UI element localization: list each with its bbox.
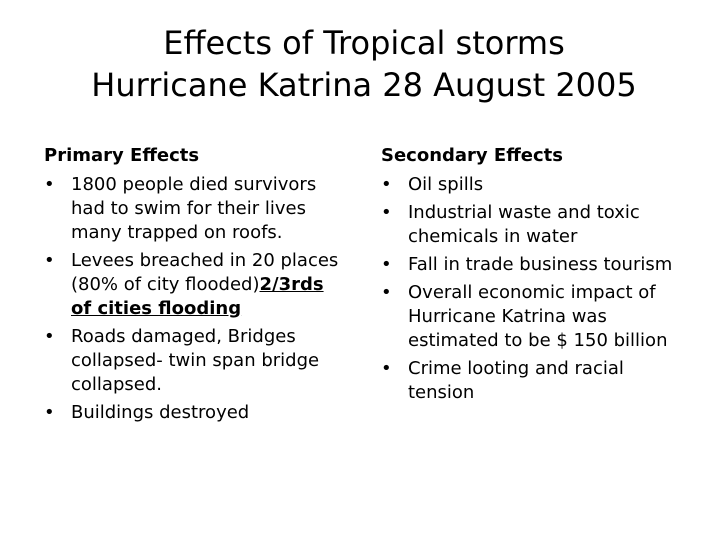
list-item: [381, 173, 691, 197]
list-item: [381, 253, 691, 277]
list-item: [44, 401, 344, 425]
bullet-icon: •: [381, 282, 392, 303]
list-item-text: Overall economic impact of Hurricane Katrina was estimated to be $ 150 billion: [408, 282, 668, 351]
list-item-text: Industrial waste and toxic chemicals in water: [408, 202, 640, 247]
bullet-icon: •: [381, 202, 392, 223]
bullet-icon: •: [44, 174, 55, 195]
title-line-1: Effects of Tropical storms: [163, 24, 565, 62]
list-item-text: Oil spills: [408, 174, 484, 195]
bullet-icon: •: [381, 174, 392, 195]
secondary-effects-column: [381, 144, 691, 409]
list-item-text: Crime looting and racial tension: [408, 358, 624, 403]
primary-effects-heading: Primary Effects: [44, 145, 200, 166]
list-item-text: 1800 people died survivors had to swim for their lives many trapped on roofs.: [71, 174, 317, 243]
list-item: [381, 281, 691, 353]
list-item-text: Levees breached in 20 places (80% of city flooded): [71, 250, 339, 295]
bullet-icon: •: [381, 358, 392, 379]
primary-effects-list: [44, 173, 344, 425]
list-item: [381, 357, 691, 405]
list-item: [44, 249, 344, 321]
bullet-icon: •: [381, 254, 392, 275]
list-item-text: Buildings destroyed: [71, 402, 250, 423]
list-item-emphasis: 2/3rds of cities flooding: [71, 274, 324, 319]
title-line-2: Hurricane Katrina 28 August 2005: [91, 66, 637, 104]
bullet-icon: •: [44, 326, 55, 347]
bullet-icon: •: [44, 402, 55, 423]
list-item-text: Fall in trade business tourism: [408, 254, 673, 275]
secondary-effects-list: [381, 173, 691, 405]
bullet-icon: •: [44, 250, 55, 271]
list-item: [381, 201, 691, 249]
primary-effects-column: [44, 144, 344, 429]
slide-title: [0, 22, 728, 106]
secondary-effects-heading: Secondary Effects: [381, 145, 564, 166]
list-item-text: Roads damaged, Bridges collapsed- twin span bridge collapsed.: [71, 326, 320, 395]
list-item: [44, 173, 344, 245]
list-item: [44, 325, 344, 397]
